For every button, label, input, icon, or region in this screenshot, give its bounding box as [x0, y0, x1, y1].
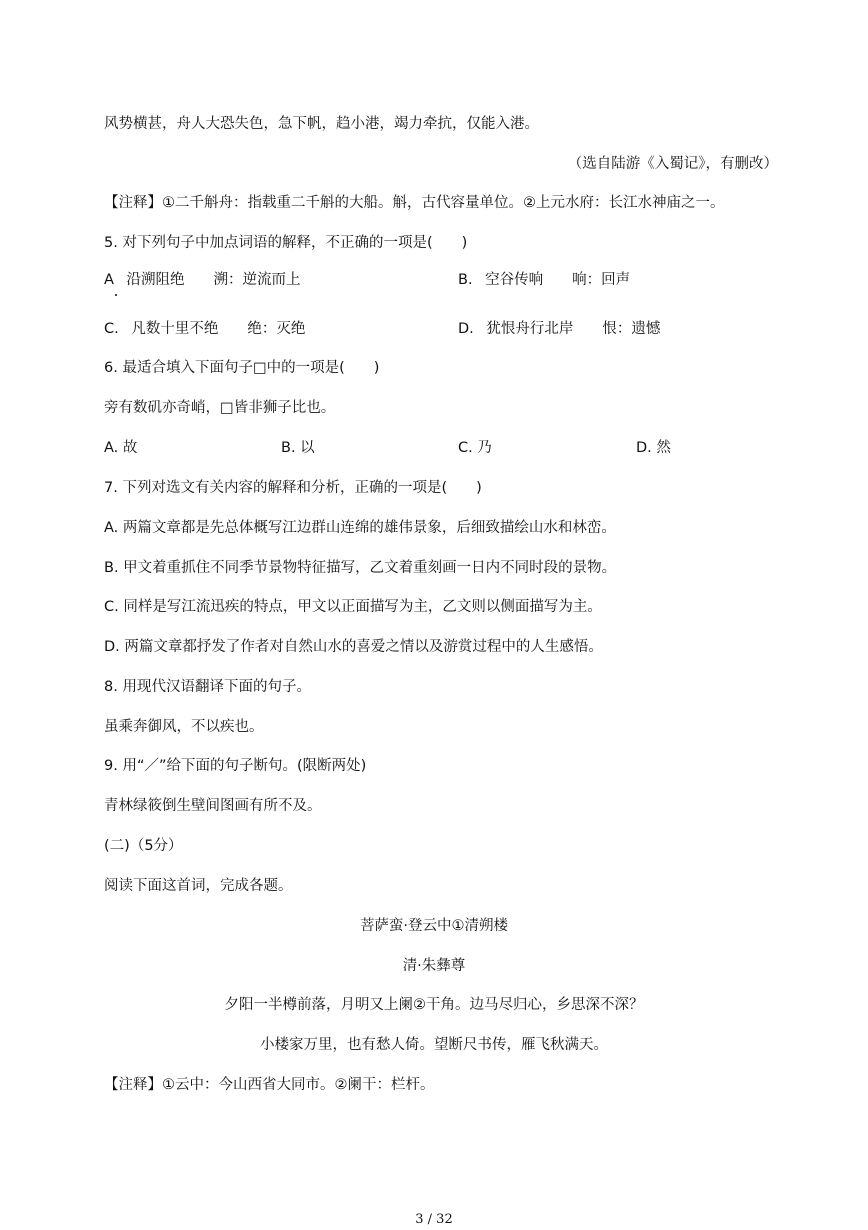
question-8-stem: 8. 用现代汉语翻译下面的句子。	[104, 679, 311, 695]
poem-line-2: 小楼家万里，也有愁人倚。望断尺书传，雁飞秋满天。	[260, 1037, 608, 1053]
question-9-stem: 9. 用“／”给下面的句子断句。(限断两处)	[104, 758, 367, 774]
q7-option-d: D. 两篇文章都抒发了作者对自然山水的喜爱之情以及游赏过程中的人生感悟。	[104, 639, 603, 655]
emphasis-dot	[115, 294, 117, 296]
q6-option-a: A. 故	[104, 440, 138, 456]
q7-option-b: B. 甲文着重抓住不同季节景物特征描写，乙文着重刻画一日内不同时段的景物。	[104, 560, 617, 576]
question-5-stem: 5. 对下列句子中加点词语的解释，不正确的一项是( )	[104, 235, 468, 251]
question-6-sentence: 旁有数矶亦奇峭，□皆非狮子比也。	[104, 400, 336, 416]
poem-author: 清·朱彝尊	[402, 958, 466, 974]
q5-option-b-text: 空谷传响 响：回声	[485, 272, 631, 288]
q7-option-c: C. 同样是写江流迅疾的特点，甲文以正面描写为主，乙文则以侧面描写为主。	[104, 599, 602, 615]
question-7-stem: 7. 下列对选文有关内容的解释和分析，正确的一项是( )	[104, 480, 482, 496]
annotation-1: 【注释】①二千斛舟：指载重二千斛的大船。斛，古代容量单位。②上元水府：长江水神庙之一。	[104, 195, 725, 211]
page-number: 3 / 32	[415, 1212, 453, 1227]
q7-option-a: A. 两篇文章都是先总体概写江边群山连绵的雄伟景象，后细致描绘山水和林峦。	[104, 520, 616, 536]
q5-option-c-text: 凡数十里不绝 绝：灭绝	[131, 321, 306, 337]
question-8-sentence: 虽乘奔御风，不以疾也。	[104, 719, 264, 735]
q5-option-b	[458, 270, 630, 290]
q6-option-c: C. 乃	[458, 440, 492, 456]
q6-option-d: D. 然	[636, 440, 671, 456]
q5-option-b-label: B.	[458, 272, 473, 288]
section-2-instruction: 阅读下面这首词，完成各题。	[104, 878, 293, 894]
passage-end: 风势横甚，舟人大恐失色，急下帆，趋小港，竭力牵抗，仅能入港。	[104, 116, 539, 132]
poem-title: 菩萨蛮·登云中①清朔楼	[359, 918, 509, 934]
q5-option-c	[104, 319, 305, 339]
annotation-2: 【注释】①云中：今山西省大同市。②阑干：栏杆。	[104, 1077, 435, 1093]
source-citation: （选自陆游《入蜀记》，有删改）	[567, 156, 778, 172]
q5-option-d	[458, 319, 660, 339]
q5-option-d-text: 犹恨舟行北岸 恨：遗憾	[486, 321, 661, 337]
question-6-stem: 6. 最适合填入下面句子□中的一项是( )	[104, 360, 380, 376]
q6-option-b: B. 以	[281, 440, 315, 456]
q5-option-a-text: 沿溯阻绝 溯：逆流而上	[126, 272, 301, 288]
section-2-heading: (二)（5分）	[104, 838, 183, 854]
question-9-sentence: 青林绿筱倒生壁间图画有所不及。	[104, 798, 322, 814]
q5-option-a	[104, 270, 301, 290]
q5-option-a-label: A	[104, 272, 114, 288]
q5-option-d-label: D.	[458, 321, 474, 337]
poem-line-1: 夕阳一半樽前落，月明又上阑②干角。边马尽归心，乡思深不深？	[224, 997, 644, 1013]
q5-option-c-label: C.	[104, 321, 119, 337]
